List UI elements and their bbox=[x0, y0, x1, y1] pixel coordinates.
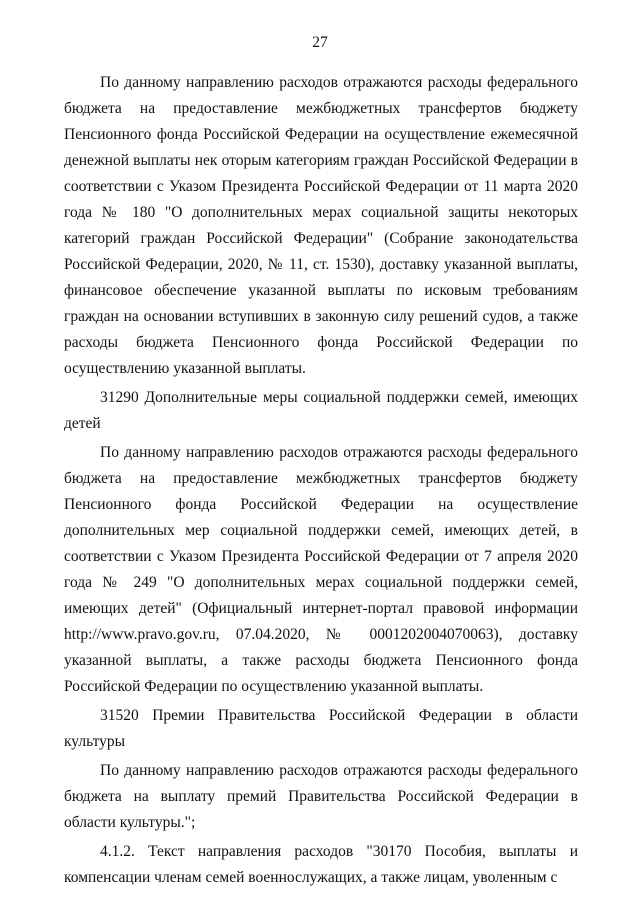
page-number: 27 bbox=[312, 34, 328, 51]
paragraph-pension-fund-monthly-payment: По данному направлению расходов отражаются расходы федерального бюджета на предоставление межбюджетных трансфертов бюджету Пенсионного фонда Российской Федерации на осуществление ежемесячной денежной выплаты нек оторым категориям граждан Российской Федерации в соответствии с Указом Президента Российской Федерации от 11 марта 2020 года № 180 "О дополнительных мерах социальной защиты некоторых категорий граждан Российской Федерации" (Собрание законодательства Российской Федерации, 2020, № 11, ст. 1530), доставку указанной выплаты, финансовое обеспечение указанной выплаты по исковым требованиям граждан на основании вступивших в законную силу решений судов, а также расходы бюджета Пенсионного фонда Российской Федерации по осуществлению указанной выплаты. bbox=[64, 74, 578, 377]
document-body bbox=[64, 70, 578, 891]
section-heading-31290: 31290 Дополнительные меры социальной поддержки семей, имеющих детей bbox=[64, 389, 578, 432]
section-heading-31520: 31520 Премии Правительства Российской Федерации в области культуры bbox=[64, 707, 578, 750]
paragraph-family-support-measures: По данному направлению расходов отражаются расходы федерального бюджета на предоставление межбюджетных трансфертов бюджету Пенсионного фонда Российской Федерации на осуществление дополнительных мер социальной поддержки семей, имеющих детей, в соответствии с Указом Президента Российской Федерации от 7 апреля 2020 года № 249 "О дополнительных мерах социальной поддержки семей, имеющих детей" (Официальный интернет-портал правовой информации http://www.pravo.gov.ru, 07.04.2020, № 0001202004070063), доставку указанной выплаты, а также расходы бюджета Пенсионного фонда Российской Федерации по осуществлению указанной выплаты. bbox=[64, 444, 578, 695]
paragraph-item-4-1-2: 4.1.2. Текст направления расходов "30170 Пособия, выплаты и компенсации членам семей военнослужащих, а также лицам, уволенным с bbox=[64, 843, 578, 886]
paragraph-culture-awards: По данному направлению расходов отражаются расходы федерального бюджета на выплату премий Правительства Российской Федерации в области культуры."; bbox=[64, 762, 578, 831]
